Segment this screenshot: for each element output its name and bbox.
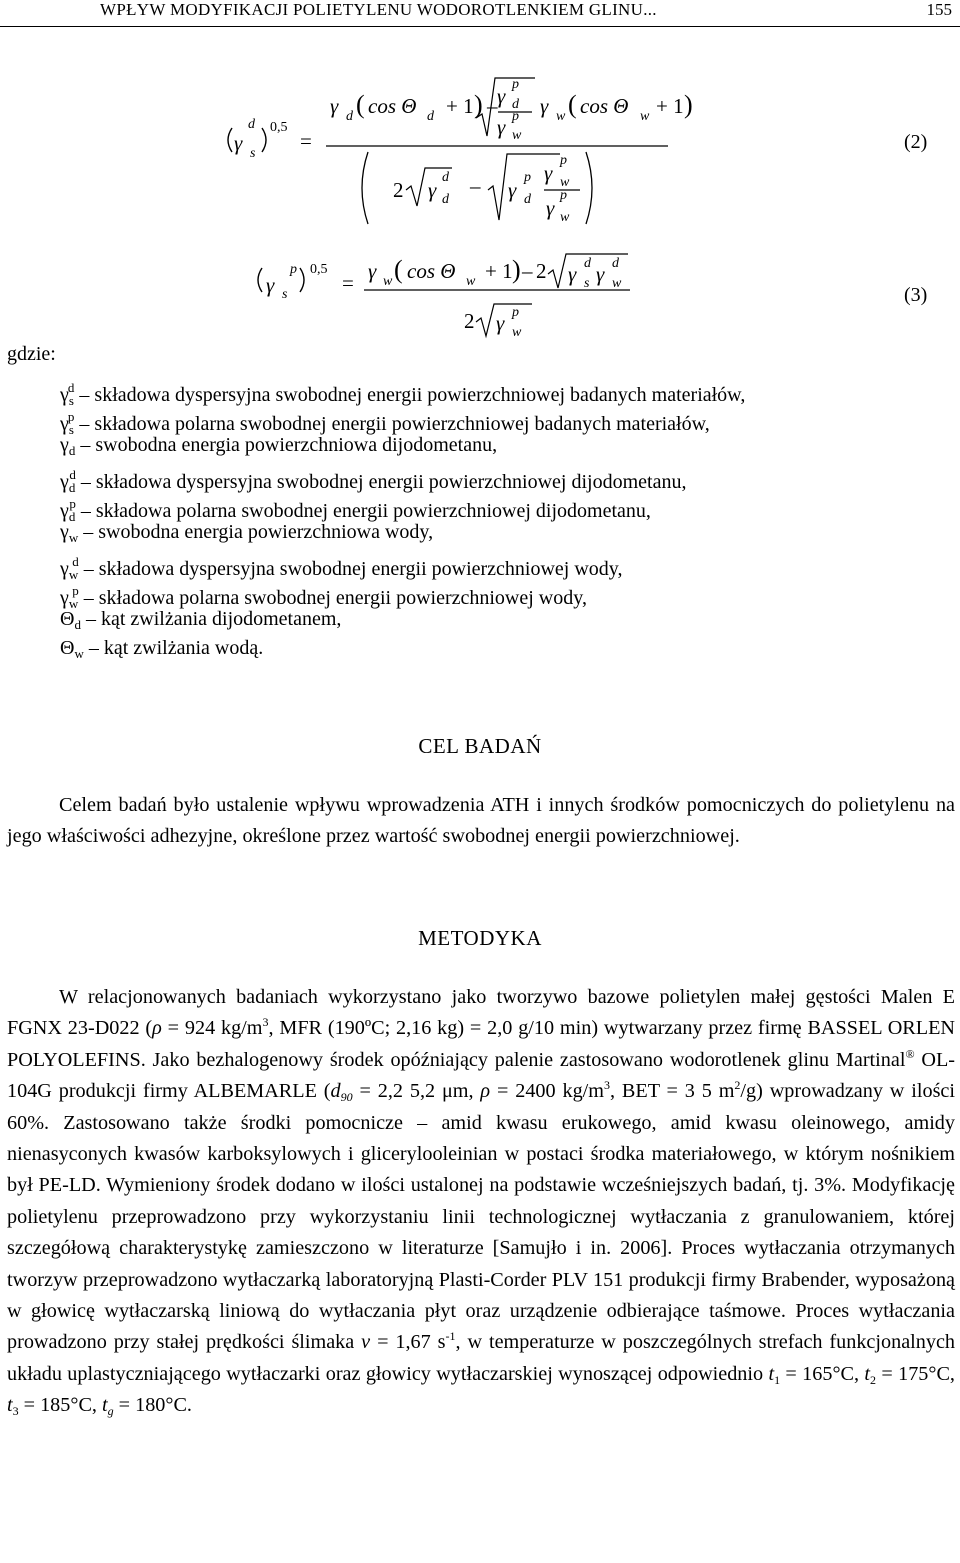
- svg-text:=: =: [300, 129, 312, 153]
- svg-text:cos Θ: cos Θ: [368, 94, 417, 118]
- svg-text:): ): [474, 90, 483, 119]
- svg-text:2: 2: [464, 309, 475, 333]
- equation-2: [228, 77, 693, 225]
- definition-symbol: $\gamma_s^p$: [60, 409, 75, 437]
- svg-text:γ: γ: [497, 115, 506, 139]
- definition-symbol: $\Theta_w$: [60, 637, 84, 661]
- svg-text:γ: γ: [508, 178, 517, 202]
- svg-text:d: d: [442, 170, 449, 185]
- definition-row: [60, 402, 950, 437]
- definition-row: [60, 576, 950, 611]
- definition-text: – składowa polarna swobodnej energii powierzchniowej badanych materiałów,: [74, 413, 710, 435]
- equation-number-2: (2): [904, 131, 928, 153]
- paragraph-cel-badan: Celem badań było ustalenie wpływu wprowadzenia ATH i innych środków pomocniczych do polietylenu na jego właściwości adhezyjne, określone przez wartość swobodnej energii powierzchniowej.: [7, 794, 955, 848]
- svg-text:d: d: [248, 117, 255, 132]
- svg-text:d: d: [584, 256, 591, 271]
- svg-text:γ: γ: [234, 131, 243, 155]
- svg-text:γ: γ: [540, 94, 549, 118]
- svg-text:w: w: [556, 109, 566, 124]
- definition-symbol: $\gamma_d^p$: [60, 496, 76, 524]
- svg-text:γ: γ: [497, 84, 506, 108]
- svg-text:2: 2: [393, 178, 404, 202]
- svg-text:γ: γ: [544, 161, 553, 185]
- page-number: 155: [926, 0, 952, 19]
- svg-text:p: p: [290, 262, 297, 277]
- svg-text:w: w: [383, 274, 393, 289]
- symbol-definitions-list: [60, 373, 950, 663]
- svg-text:d: d: [512, 97, 519, 112]
- definition-row: [60, 605, 950, 634]
- svg-text:cos Θ: cos Θ: [407, 259, 456, 283]
- svg-text:): ): [684, 90, 693, 119]
- section-heading-cel-badan: CEL BADAŃ: [418, 734, 542, 758]
- svg-text:(: (: [568, 90, 577, 119]
- definition-symbol: $\gamma_s^d$: [60, 380, 75, 408]
- equations-graphic: [0, 0, 960, 345]
- definition-symbol: $\gamma_d$: [60, 434, 76, 458]
- svg-text:2: 2: [536, 259, 547, 283]
- definition-symbol: $\gamma_w^p$: [60, 583, 79, 611]
- svg-text:s: s: [584, 276, 590, 291]
- definition-text: – składowa dyspersyjna swobodnej energii powierzchniowej dijodometanu,: [75, 471, 687, 493]
- definition-row: [60, 431, 950, 460]
- svg-text:w: w: [612, 276, 622, 291]
- definition-row: [60, 460, 950, 495]
- svg-text:–: –: [470, 174, 481, 198]
- svg-text:γ: γ: [596, 262, 605, 286]
- definition-symbol: $\Theta_d$: [60, 608, 81, 632]
- svg-text:γ: γ: [496, 311, 505, 335]
- definition-text: – składowa dyspersyjna swobodnej energii powierzchniowej badanych materiałów,: [74, 384, 746, 406]
- definition-text: – kąt zwilżania wodą.: [83, 637, 264, 659]
- svg-text:w: w: [640, 109, 650, 124]
- header-title: WPŁYW MODYFIKACJI POLIETYLENU WODOROTLENKIEM GLINU...: [100, 0, 657, 19]
- svg-text:d: d: [612, 256, 619, 271]
- definition-text: – składowa polarna swobodnej energii powierzchniowej wody,: [78, 587, 587, 609]
- svg-text:d: d: [442, 192, 449, 207]
- equation-number-3: (3): [904, 284, 928, 306]
- svg-text:d: d: [427, 109, 434, 124]
- svg-text:γ: γ: [266, 273, 275, 297]
- definition-symbol: $\gamma_w$: [60, 521, 79, 545]
- definition-row: [60, 634, 950, 663]
- svg-text:(: (: [356, 90, 365, 119]
- svg-text:w: w: [512, 128, 522, 143]
- svg-text:p: p: [560, 188, 567, 203]
- definition-row: [60, 373, 950, 408]
- definition-row: [60, 547, 950, 582]
- definition-text: – składowa polarna swobodnej energii powierzchniowej dijodometanu,: [75, 500, 651, 522]
- section-heading-metodyka: METODYKA: [418, 926, 542, 950]
- svg-text:w: w: [512, 325, 522, 340]
- svg-text:γ: γ: [546, 196, 555, 220]
- svg-text:=: =: [342, 271, 354, 295]
- svg-text:): ): [512, 255, 521, 284]
- svg-text:–: –: [522, 259, 533, 283]
- svg-text:cos Θ: cos Θ: [580, 94, 629, 118]
- definition-text: – swobodna energia powierzchniowa wody,: [78, 521, 434, 543]
- svg-text:p: p: [512, 305, 519, 320]
- definition-row: [60, 489, 950, 524]
- definition-symbol: $\gamma_w^d$: [60, 554, 79, 582]
- svg-text:0,5: 0,5: [270, 120, 288, 135]
- svg-text:(: (: [394, 255, 403, 284]
- definition-symbol: $\gamma_d^d$: [60, 467, 76, 495]
- svg-text:+ 1: + 1: [656, 94, 684, 118]
- svg-text:p: p: [560, 153, 567, 168]
- svg-text:0,5: 0,5: [310, 262, 328, 277]
- where-label: gdzie:: [7, 343, 56, 365]
- svg-text:d: d: [524, 192, 531, 207]
- svg-text:s: s: [282, 287, 288, 302]
- svg-text:d: d: [346, 109, 353, 124]
- svg-text:w: w: [560, 210, 570, 225]
- svg-text:–: –: [487, 94, 498, 118]
- definition-text: – kąt zwilżania dijodometanem,: [80, 608, 342, 630]
- svg-text:γ: γ: [368, 259, 377, 283]
- equation-3: [258, 254, 630, 340]
- svg-text:γ: γ: [428, 178, 437, 202]
- svg-text:γ: γ: [568, 262, 577, 286]
- svg-text:p: p: [512, 77, 519, 92]
- paragraph-metodyka: W relacjonowanych badaniach wykorzystano jako tworzywo bazowe polietylen małej gęstości Malen E FGNX 23-D022 (ρ = 924 $kg/m^3$, MFR (190ºC; 2,16 kg) = 2,0 g/10 min) wytwarzany przez firmę BASSEL ORLEN POLYOLEFINS. Jako bezhalogenowy środek opóźniający palenie zastosowano wodorotlenek glinu Martinal® OL-104G produkcji firmy ALBEMARLE ($d_{90} = 2,2$ 5,2 μm, ρ = 2400 $kg/m^3$, BET = 3 5 $m^2/g$) wprowadzany w ilości 60%. Zastosowano także środki pomocnicze – amid kwasu erukowego, amid kwasu oleinowego, amidy nienasyconych kwasów karboksylowych i glicerylooleinian w postaci środka materiałowego, w którym nośnikiem był PE-LD. Wymieniony środek dodano w ilości ustalonej na podstawie wcześniejszych badań, tj. 3%. Modyfikację polietylenu przeprowadzono przy wykorzystaniu linii technologicznej wytłaczania z granulowaniem, której szczegółową charakterystykę zamieszczono w literaturze [Samujło i in. 2006]. Proces wytłaczania otrzymanych tworzyw przeprowadzono wytłaczarką laboratoryjną Plasti-Corder PLV 151 produkcji firmy Brabender, wyposażoną w głowicę wytłaczarską liniową do wytłaczania płyt oraz urządzenie odbierające taśmowe. Proces wytłaczania prowadzono przy stałej prędkości ślimaka ν = 1,67 $s^{-1}$, w temperaturze w poszczególnych strefach funkcjonalnych układu uplastyczniającego wytłaczarki oraz głowicy wytłaczarskiej wynoszącej odpowiednio $t_1 = 165^\circ C$, $t_2 = 175^\circ C$, $t_3 = 185^\circ C$, $t_g = 180^\circ C$.: [7, 986, 955, 1419]
- svg-text:γ: γ: [330, 94, 339, 118]
- svg-text:w: w: [560, 175, 570, 190]
- svg-text:+ 1: + 1: [485, 259, 513, 283]
- svg-text:p: p: [524, 170, 531, 185]
- svg-text:s: s: [250, 146, 256, 161]
- svg-text:w: w: [466, 274, 476, 289]
- definition-text: – składowa dyspersyjna swobodnej energii powierzchniowej wody,: [78, 558, 623, 580]
- svg-text:p: p: [512, 109, 519, 124]
- definition-row: [60, 518, 950, 547]
- svg-text:+ 1: + 1: [446, 94, 474, 118]
- definition-text: – swobodna energia powierzchniowa dijodometanu,: [75, 434, 498, 456]
